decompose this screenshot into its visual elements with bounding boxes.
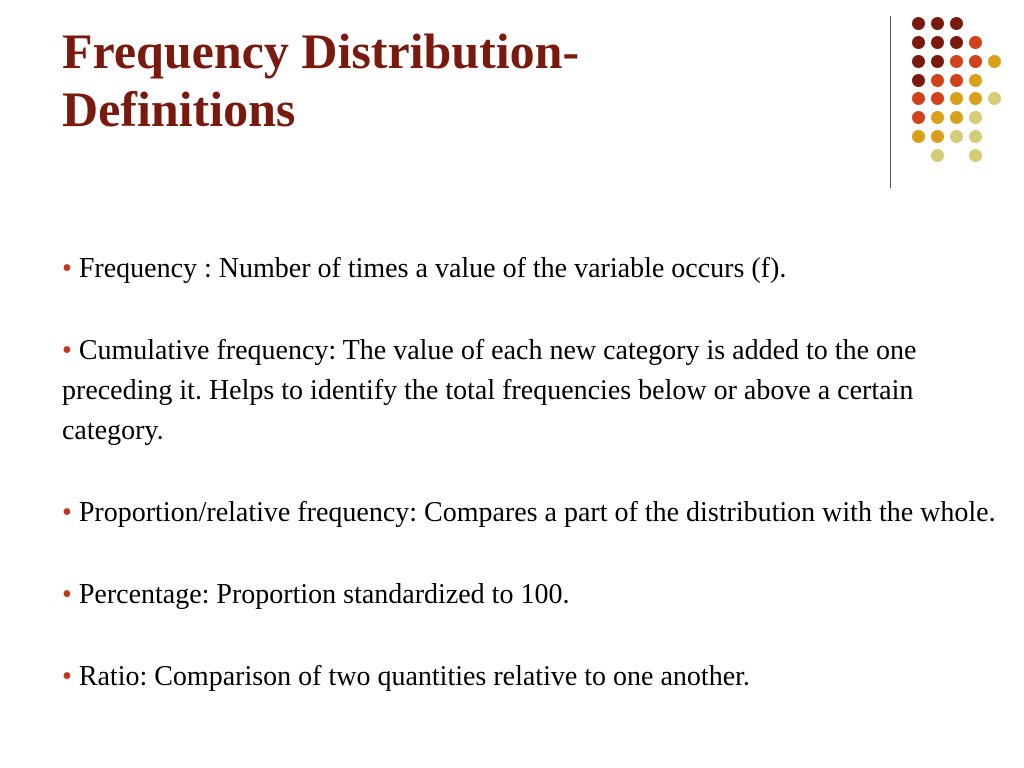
- bullet-marker: •: [62, 661, 72, 692]
- decor-dot: [950, 130, 963, 143]
- bullet-text: Ratio: Comparison of two quantities relative to one another.: [78, 661, 750, 692]
- decor-dot: [912, 36, 925, 49]
- decor-dot: [950, 74, 963, 87]
- title-divider-line: [890, 16, 891, 188]
- decor-dot: [969, 74, 982, 87]
- decor-dot: [969, 111, 982, 124]
- bullet-list: [62, 249, 1007, 739]
- decor-dot: [912, 55, 925, 68]
- bullet-item-ratio: [62, 657, 1007, 697]
- decor-dot: [969, 130, 982, 143]
- decor-dot: [950, 36, 963, 49]
- decor-dot: [931, 55, 944, 68]
- bullet-marker: •: [62, 335, 72, 366]
- decor-dot: [950, 111, 963, 124]
- decor-dot: [969, 55, 982, 68]
- decor-dot: [969, 36, 982, 49]
- bullet-item-percentage: [62, 575, 1007, 615]
- decor-dot: [912, 130, 925, 143]
- decor-dot: [950, 55, 963, 68]
- bullet-text: Cumulative frequency: The value of each new category is added to the one preceding it. Helps to identify the total frequencies below or above a certain category.: [62, 335, 917, 446]
- decor-dot: [969, 92, 982, 105]
- bullet-item-cumulative-frequency: [62, 331, 1007, 451]
- bullet-item-proportion: [62, 493, 1007, 533]
- bullet-item-frequency: [62, 249, 1007, 289]
- decor-dot: [912, 74, 925, 87]
- decor-dot: [912, 92, 925, 105]
- bullet-text: Frequency : Number of times a value of the variable occurs (f).: [78, 253, 787, 284]
- decor-dot: [950, 17, 963, 30]
- decor-dot: [912, 17, 925, 30]
- slide-title-line-2: Definitions: [62, 81, 296, 137]
- decor-dot: [950, 92, 963, 105]
- decor-dot: [931, 92, 944, 105]
- decor-dot: [912, 111, 925, 124]
- bullet-text: Proportion/relative frequency: Compares a part of the distribution with the whole.: [78, 497, 996, 528]
- decor-dot: [988, 92, 1001, 105]
- decor-dot: [931, 149, 944, 162]
- bullet-text: Percentage: Proportion standardized to 100.: [78, 579, 570, 610]
- bullet-marker: •: [62, 253, 72, 284]
- decor-dot: [969, 149, 982, 162]
- bullet-marker: •: [62, 579, 72, 610]
- slide-title: [62, 22, 862, 138]
- decor-dot: [931, 111, 944, 124]
- slide-title-line-1: Frequency Distribution-: [62, 23, 580, 79]
- decor-dot: [988, 55, 1001, 68]
- bullet-marker: •: [62, 497, 72, 528]
- decor-dot: [931, 36, 944, 49]
- decor-dot: [931, 74, 944, 87]
- decor-dot: [931, 130, 944, 143]
- decor-dot: [931, 17, 944, 30]
